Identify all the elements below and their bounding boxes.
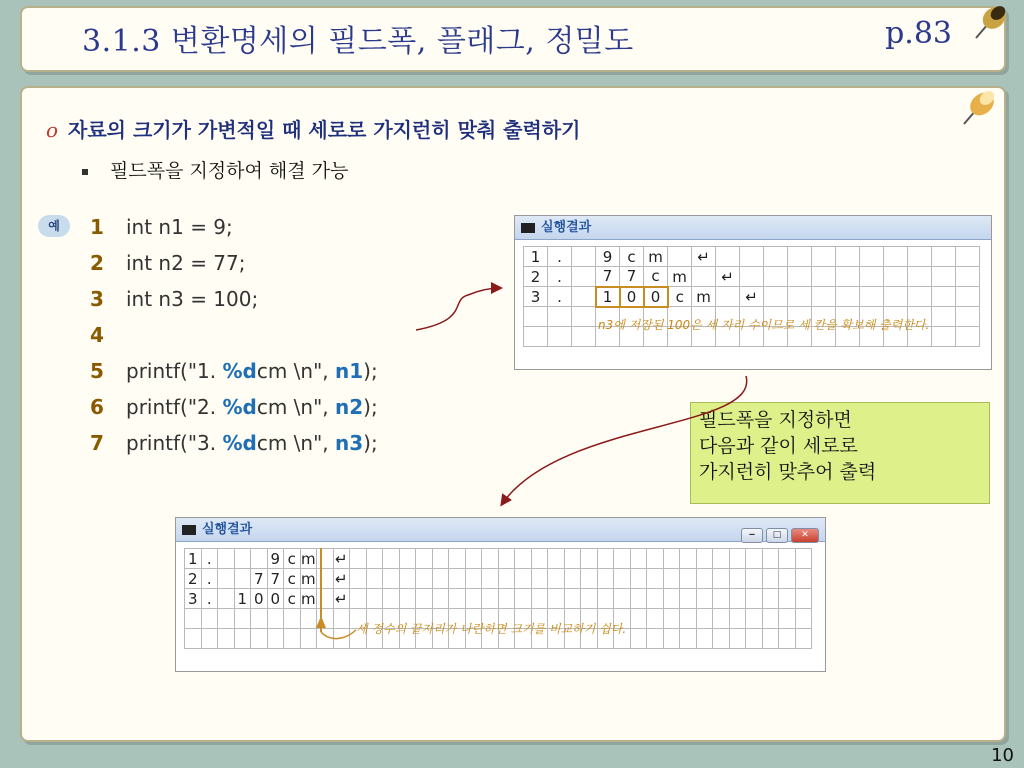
- grid-cell: [317, 589, 334, 609]
- grid-cell: [234, 629, 251, 649]
- grid-cell: [531, 569, 548, 589]
- grid-cell: 0: [644, 287, 668, 307]
- grid-cell: [350, 549, 367, 569]
- grid-cell: [956, 267, 980, 287]
- pushpin-icon: [966, 0, 1012, 46]
- grid-cell: [465, 589, 482, 609]
- grid-cell: [515, 549, 532, 569]
- code-segment: printf("2.: [126, 395, 223, 419]
- grid-cell: [449, 549, 466, 569]
- close-button[interactable]: ✕: [791, 528, 819, 543]
- grid-cell: .: [548, 267, 572, 287]
- grid-cell: 9: [267, 549, 284, 569]
- grid-cell: [482, 549, 499, 569]
- grid-cell: .: [201, 589, 218, 609]
- grid-cell: [729, 589, 746, 609]
- grid-cell: [764, 267, 788, 287]
- grid-cell: [234, 609, 251, 629]
- grid-cell: [762, 569, 779, 589]
- pushpin-icon: [956, 84, 1002, 130]
- grid-cell: [399, 569, 416, 589]
- code-segment: );: [363, 431, 378, 455]
- grid-cell: [317, 549, 334, 569]
- grid-cell: [432, 549, 449, 569]
- grid-cell: [366, 589, 383, 609]
- code-segment: %d: [222, 359, 257, 383]
- grid-cell: [350, 589, 367, 609]
- page-reference: p.83: [885, 16, 952, 51]
- grid-cell: [383, 589, 400, 609]
- grid-cell: [218, 629, 235, 649]
- code-line: [90, 320, 378, 356]
- grid-cell: [572, 247, 596, 267]
- grid-cell: [300, 629, 317, 649]
- grid-cell: 2: [524, 267, 548, 287]
- grid-cell: [932, 327, 956, 347]
- grid-cell: [630, 609, 647, 629]
- grid-cell: [267, 629, 284, 649]
- grid-cell: 7: [267, 569, 284, 589]
- grid-cell: [548, 327, 572, 347]
- grid-cell: [317, 629, 334, 649]
- code-segment: printf("3.: [126, 431, 223, 455]
- grid-cell: [218, 589, 235, 609]
- grid-cell: [465, 569, 482, 589]
- grid-cell: [572, 267, 596, 287]
- grid-cell: [932, 267, 956, 287]
- grid-cell: [779, 629, 796, 649]
- grid-cell: [762, 549, 779, 569]
- grid-cell: [696, 609, 713, 629]
- grid-cell: [680, 589, 697, 609]
- grid-cell: [201, 609, 218, 629]
- grid-cell: [399, 589, 416, 609]
- grid-cell: ↵: [334, 549, 348, 568]
- grid-cell: [317, 609, 334, 629]
- code-line: [90, 248, 378, 284]
- grid-cell: [416, 549, 433, 569]
- grid-cell: [932, 247, 956, 267]
- grid-cell: [234, 549, 251, 569]
- grid-cell: [465, 549, 482, 569]
- grid-cell: c: [284, 569, 301, 589]
- code-segment: );: [363, 359, 378, 383]
- grid-cell: [597, 569, 614, 589]
- grid-cell: [531, 589, 548, 609]
- grid-cell: ↵: [334, 569, 348, 588]
- slide-title-bar: [20, 6, 1006, 72]
- code-segment: cm \n",: [256, 359, 336, 383]
- grid-cell: [746, 589, 763, 609]
- grid-cell: [663, 609, 680, 629]
- grid-cell: .: [201, 569, 218, 589]
- page-number: 10: [991, 745, 1014, 766]
- grid-cell: [860, 267, 884, 287]
- grid-cell: [300, 609, 317, 629]
- grid-cell: [762, 609, 779, 629]
- grid-cell: 7: [251, 569, 268, 589]
- grid-cell: [524, 307, 548, 327]
- code-line: [90, 392, 378, 428]
- line-number: 7: [90, 431, 104, 455]
- grid-cell: [581, 569, 598, 589]
- grid-cell: [729, 549, 746, 569]
- grid-cell: .: [548, 287, 572, 307]
- grid-cell: [788, 267, 812, 287]
- code-segment: int n2 = 77;: [126, 251, 246, 275]
- grid-cell: [531, 549, 548, 569]
- grid-cell: [333, 609, 350, 629]
- grid-cell: [482, 589, 499, 609]
- grid-cell: m: [668, 267, 692, 287]
- console-title: 실행결과: [202, 522, 253, 537]
- grid-cell: [581, 549, 598, 569]
- grid-cell: [564, 589, 581, 609]
- grid-cell: 3: [524, 287, 548, 307]
- grid-cell: [333, 629, 350, 649]
- grid-cell: [515, 589, 532, 609]
- callout-line: 필드폭을 지정하면: [699, 409, 852, 431]
- grid-cell: 2: [185, 569, 202, 589]
- grid-cell: c: [284, 589, 301, 609]
- grid-cell: [860, 287, 884, 307]
- slide-title: 3.1.3 변환명세의 필드폭, 플래그, 정밀도: [82, 24, 634, 59]
- line-number: 1: [90, 215, 104, 239]
- grid-cell: [548, 569, 565, 589]
- grid-cell: [713, 589, 730, 609]
- grid-cell: [597, 589, 614, 609]
- grid-cell: [762, 629, 779, 649]
- grid-cell: [713, 549, 730, 569]
- grid-cell: 7: [596, 267, 620, 287]
- grid-cell: [383, 549, 400, 569]
- grid-cell: [740, 267, 764, 287]
- grid-cell: [647, 609, 664, 629]
- grid-cell: [795, 589, 812, 609]
- line-number: 2: [90, 251, 104, 275]
- grid-cell: [597, 549, 614, 569]
- grid-cell: [692, 267, 716, 287]
- grid-cell: [630, 589, 647, 609]
- grid-cell: [647, 589, 664, 609]
- grid-cell: [185, 629, 202, 649]
- grid-cell: [860, 247, 884, 267]
- grid-cell: 3: [185, 589, 202, 609]
- grid-cell: [795, 569, 812, 589]
- grid-cell: [564, 549, 581, 569]
- code-segment: int n3 = 100;: [126, 287, 259, 311]
- line-number: 3: [90, 287, 104, 311]
- grid-cell: [836, 267, 860, 287]
- code-segment: n3: [335, 431, 364, 455]
- grid-cell: [740, 247, 764, 267]
- grid-cell: .: [548, 247, 572, 267]
- callout-line: 다음과 같이 세로로: [699, 435, 858, 457]
- minimize-button[interactable]: ‒: [741, 528, 763, 543]
- grid-cell: [779, 549, 796, 569]
- grid-cell: [713, 609, 730, 629]
- grid-cell: [251, 629, 268, 649]
- grid-cell: 9: [596, 247, 620, 267]
- grid-cell: [614, 589, 631, 609]
- grid-cell: [383, 569, 400, 589]
- callout-line: 가지런히 맞추어 출력: [699, 461, 877, 483]
- grid-cell: [716, 287, 740, 307]
- grid-cell: [764, 247, 788, 267]
- grid-cell: [764, 287, 788, 307]
- grid-cell: [779, 589, 796, 609]
- grid-cell: [498, 589, 515, 609]
- grid-cell: [713, 569, 730, 589]
- grid-cell: [416, 589, 433, 609]
- grid-cell: .: [201, 549, 218, 569]
- grid-cell: [956, 307, 980, 327]
- grid-cell: [432, 589, 449, 609]
- grid-cell: [267, 609, 284, 629]
- code-segment: cm \n",: [256, 431, 336, 455]
- grid-cell: [234, 569, 251, 589]
- grid-cell: [524, 327, 548, 347]
- code-segment: printf("1.: [126, 359, 223, 383]
- console-icon: [182, 525, 196, 535]
- grid-cell: 0: [267, 589, 284, 609]
- grid-cell: [218, 549, 235, 569]
- grid-cell: [812, 247, 836, 267]
- grid-cell: [366, 569, 383, 589]
- code-segment: );: [363, 395, 378, 419]
- grid-cell: 1: [596, 287, 620, 307]
- grid-cell: [647, 569, 664, 589]
- code-block: [90, 212, 378, 464]
- grid-cell: 0: [251, 589, 268, 609]
- grid-cell: [432, 569, 449, 589]
- grid-cell: ↵: [334, 589, 348, 608]
- grid-cell: [680, 549, 697, 569]
- grid-cell: [581, 589, 598, 609]
- grid-cell: [630, 569, 647, 589]
- grid-cell: [884, 247, 908, 267]
- grid-cell: [795, 549, 812, 569]
- grid-cell: [696, 549, 713, 569]
- grid-cell: [218, 569, 235, 589]
- line-number: 5: [90, 359, 104, 383]
- grid-cell: 0: [620, 287, 644, 307]
- grid-cell: [498, 569, 515, 589]
- console-icon: [521, 223, 535, 233]
- grid-cell: [746, 629, 763, 649]
- grid-cell: [366, 549, 383, 569]
- grid-cell: [663, 569, 680, 589]
- grid-cell: [716, 247, 740, 267]
- grid-cell: 1: [234, 589, 251, 609]
- grid-cell: [548, 589, 565, 609]
- grid-cell: [956, 287, 980, 307]
- grid-cell: [788, 287, 812, 307]
- grid-cell: [680, 629, 697, 649]
- grid-cell: [729, 609, 746, 629]
- grid-cell: [696, 589, 713, 609]
- grid-cell: [812, 287, 836, 307]
- console-window-top: [514, 215, 992, 370]
- grid-cell: [788, 247, 812, 267]
- sub-bullet: [82, 156, 348, 183]
- grid-cell: [572, 287, 596, 307]
- main-bullet-text: 자료의 크기가 가변적일 때 세로로 가지런히 맞춰 출력하기: [68, 118, 581, 142]
- grid-cell: [630, 549, 647, 569]
- grid-cell: [746, 569, 763, 589]
- code-segment: int n1 = 9;: [126, 215, 233, 239]
- grid-cell: m: [300, 549, 316, 568]
- grid-cell: [251, 549, 268, 569]
- grid-cell: [614, 549, 631, 569]
- grid-cell: [812, 267, 836, 287]
- grid-cell: ↵: [692, 247, 716, 267]
- grid-cell: [713, 629, 730, 649]
- grid-cell: 1: [185, 549, 202, 569]
- grid-cell: [416, 569, 433, 589]
- grid-cell: [317, 569, 334, 589]
- grid-cell: [884, 267, 908, 287]
- grid-cell: [795, 629, 812, 649]
- code-segment: %d: [222, 395, 257, 419]
- code-segment: %d: [222, 431, 257, 455]
- grid-cell: [284, 629, 301, 649]
- grid-cell: [572, 327, 596, 347]
- grid-cell: ↵: [740, 287, 764, 307]
- grid-cell: c: [284, 549, 301, 569]
- grid-cell: [729, 569, 746, 589]
- console-title: 실행결과: [541, 220, 592, 235]
- grid-cell: [956, 247, 980, 267]
- grid-cell: m: [692, 287, 716, 307]
- grid-cell: [663, 629, 680, 649]
- grid-cell: [251, 609, 268, 629]
- grid-cell: 1: [524, 247, 548, 267]
- grid-cell: [185, 609, 202, 629]
- console-window-bottom: [175, 517, 826, 672]
- grid-cell: ↵: [716, 267, 740, 287]
- grid-cell: [350, 569, 367, 589]
- grid-cell: [680, 569, 697, 589]
- grid-cell: [908, 287, 932, 307]
- grid-cell: [449, 589, 466, 609]
- grid-cell: [932, 307, 956, 327]
- grid-cell: [729, 629, 746, 649]
- square-bullet-icon: [82, 169, 88, 175]
- grid-cell: [779, 609, 796, 629]
- grid-cell: [218, 609, 235, 629]
- grid-cell: [908, 247, 932, 267]
- grid-cell: [663, 549, 680, 569]
- grid-cell: c: [620, 247, 644, 267]
- maximize-button[interactable]: □: [766, 528, 788, 543]
- line-number: 4: [90, 323, 104, 347]
- grid-cell: [746, 609, 763, 629]
- code-line: [90, 356, 378, 392]
- annotation-top: n3에 저장된 100은 세 자리 수이므로 세 칸을 확보해 출력한다.: [598, 318, 930, 332]
- grid-cell: [449, 569, 466, 589]
- grid-cell: m: [300, 569, 316, 588]
- grid-cell: [284, 609, 301, 629]
- grid-cell: [399, 549, 416, 569]
- grid-cell: [795, 609, 812, 629]
- code-segment: cm \n",: [256, 395, 336, 419]
- grid-cell: [908, 267, 932, 287]
- grid-cell: [956, 327, 980, 347]
- grid-cell: [498, 549, 515, 569]
- bullet-marker: o: [46, 118, 59, 142]
- grid-cell: [746, 549, 763, 569]
- grid-cell: [668, 247, 692, 267]
- line-number: 6: [90, 395, 104, 419]
- grid-cell: [548, 549, 565, 569]
- grid-cell: [201, 629, 218, 649]
- grid-cell: [515, 569, 532, 589]
- grid-cell: [564, 569, 581, 589]
- annotation-bottom: 세 정수의 끝자리가 나란하면 크기를 비교하기 쉽다.: [356, 622, 627, 636]
- grid-cell: [663, 589, 680, 609]
- grid-cell: [696, 569, 713, 589]
- grid-cell: [884, 287, 908, 307]
- grid-cell: [572, 307, 596, 327]
- sub-bullet-text: 필드폭을 지정하여 해결 가능: [110, 160, 349, 182]
- grid-cell: [836, 287, 860, 307]
- grid-cell: 7: [620, 267, 644, 287]
- grid-cell: [647, 629, 664, 649]
- grid-cell: c: [668, 287, 692, 307]
- callout-box: [690, 402, 990, 504]
- code-segment: n2: [335, 395, 364, 419]
- grid-cell: [932, 287, 956, 307]
- grid-cell: [548, 307, 572, 327]
- grid-cell: [647, 549, 664, 569]
- code-segment: n1: [335, 359, 364, 383]
- code-line: [90, 284, 378, 320]
- grid-cell: [630, 629, 647, 649]
- example-badge: 예: [38, 215, 70, 237]
- grid-cell: [779, 569, 796, 589]
- main-bullet: [46, 114, 580, 143]
- code-line: [90, 212, 378, 248]
- grid-cell: [762, 589, 779, 609]
- grid-cell: [696, 629, 713, 649]
- grid-cell: [680, 609, 697, 629]
- console-title-bar: [176, 518, 825, 542]
- grid-cell: [614, 569, 631, 589]
- grid-cell: [482, 569, 499, 589]
- grid-cell: [836, 247, 860, 267]
- console-title-bar: [515, 216, 991, 240]
- grid-cell: m: [300, 589, 316, 608]
- code-line: [90, 428, 378, 464]
- grid-cell: m: [644, 247, 668, 267]
- grid-cell: c: [644, 267, 668, 287]
